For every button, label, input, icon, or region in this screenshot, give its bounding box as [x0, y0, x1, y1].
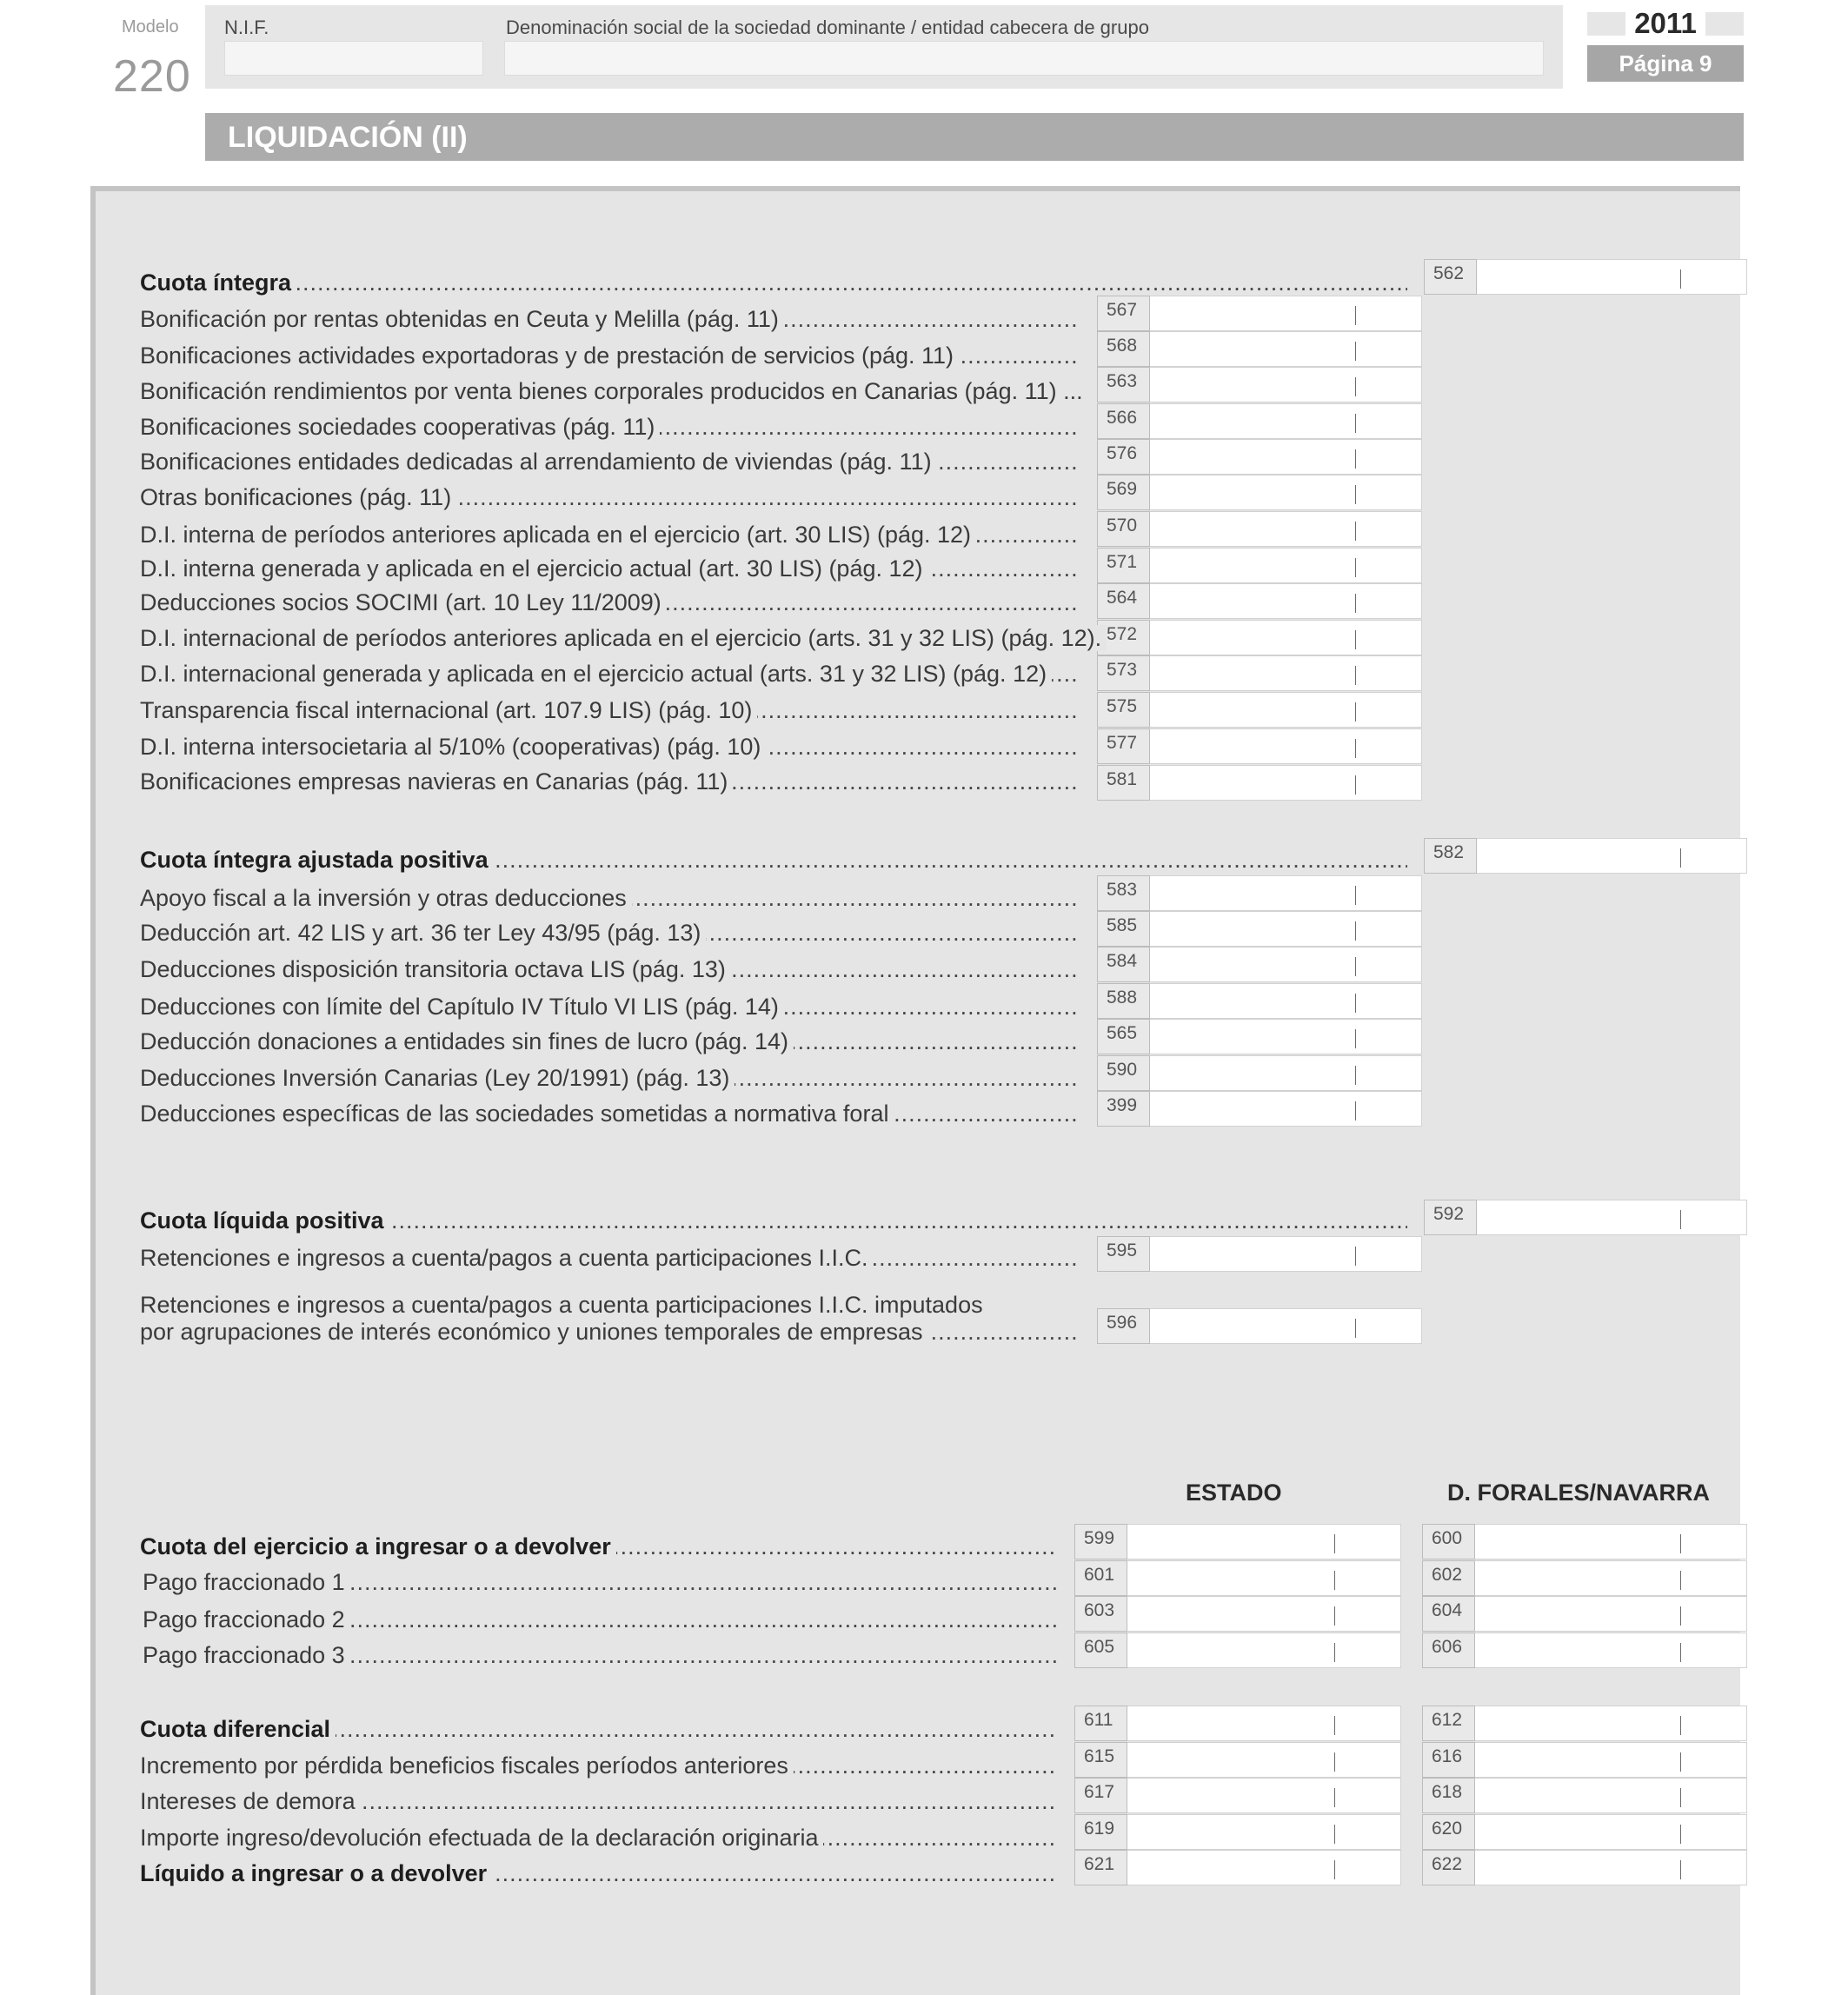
field-585[interactable] [1097, 911, 1422, 947]
code-590: 590 [1097, 1055, 1150, 1091]
row-label-565: Deducción donaciones a entidades sin fines de lucro (pág. 14) ..... [140, 1027, 1080, 1056]
code-399: 399 [1097, 1091, 1150, 1127]
value-622[interactable] [1475, 1850, 1747, 1885]
value-583[interactable] [1150, 875, 1422, 911]
value-595[interactable] [1150, 1236, 1422, 1272]
field-615[interactable] [1074, 1742, 1401, 1778]
code-563: 563 [1097, 367, 1150, 402]
year-bar-left [1587, 12, 1625, 36]
value-568[interactable] [1150, 331, 1422, 367]
value-582[interactable] [1477, 838, 1747, 874]
row-label-595: Retenciones e ingresos a cuenta/pagos a cuenta participaciones I.I.C. ..... [140, 1243, 1080, 1273]
row-label-566: Bonificaciones sociedades cooperativas (pág. 11) ..... [140, 412, 1080, 442]
value-602[interactable] [1475, 1560, 1747, 1596]
field-581[interactable] [1097, 765, 1422, 801]
row-label-577: D.I. interna intersocietaria al 5/10% (cooperativas) (pág. 10) ..... [140, 732, 1080, 761]
field-618[interactable] [1422, 1778, 1747, 1813]
row-label-564: Deducciones socios SOCIMI (art. 10 Ley 11/2009) ..... [140, 588, 1080, 617]
value-565[interactable] [1150, 1019, 1422, 1054]
row-label-581: Bonificaciones empresas navieras en Canarias (pág. 11) ..... [140, 767, 1080, 796]
field-584[interactable] [1097, 947, 1422, 982]
field-570[interactable] [1097, 511, 1422, 547]
code-620: 620 [1422, 1814, 1475, 1850]
row-label-570: D.I. interna de períodos anteriores aplicada en el ejercicio (art. 30 LIS) (pág. 12) ..... [140, 520, 1080, 549]
row-label-617: Intereses de demora ..... [140, 1786, 1058, 1816]
value-566[interactable] [1150, 403, 1422, 439]
field-592[interactable] [1424, 1200, 1747, 1235]
field-602[interactable] [1422, 1560, 1747, 1596]
modelo-label: Modelo [122, 17, 179, 37]
field-577[interactable] [1097, 728, 1422, 764]
row-label-611: Cuota diferencial ..... [140, 1714, 1058, 1744]
row-label-572: D.I. internacional de períodos anteriores aplicada en el ejercicio (arts. 31 y 32 LIS) (pág. 12). [140, 623, 1080, 653]
value-619[interactable] [1127, 1814, 1401, 1850]
column-header-estado: ESTADO [1186, 1480, 1282, 1506]
row-label-603: Pago fraccionado 2 ..... [143, 1605, 1058, 1634]
code-583: 583 [1097, 875, 1150, 911]
code-572: 572 [1097, 620, 1150, 655]
row-label-575: Transparencia fiscal internacional (art. 107.9 LIS) (pág. 10) ..... [140, 695, 1080, 725]
row-label-583: Apoyo fiscal a la inversión y otras deducciones ..... [140, 883, 1080, 913]
field-603[interactable] [1074, 1596, 1401, 1632]
field-595[interactable] [1097, 1236, 1422, 1272]
row-label-584: Deducciones disposición transitoria octava LIS (pág. 13) ..... [140, 954, 1080, 984]
field-619[interactable] [1074, 1814, 1401, 1850]
row-label-592: Cuota líquida positiva ..... [140, 1206, 1407, 1235]
section-title: LIQUIDACIÓN (II) [228, 121, 468, 154]
row-label-562: Cuota íntegra ..... [140, 268, 1407, 297]
row-label-568: Bonificaciones actividades exportadoras y de prestación de servicios (pág. 11) ..... [140, 341, 1080, 370]
field-573[interactable] [1097, 655, 1422, 691]
code-616: 616 [1422, 1742, 1475, 1778]
code-605: 605 [1074, 1633, 1127, 1668]
field-565[interactable] [1097, 1019, 1422, 1054]
code-562: 562 [1424, 259, 1477, 295]
row-label-601: Pago fraccionado 1 ..... [143, 1567, 1058, 1597]
field-399[interactable] [1097, 1091, 1422, 1127]
value-563[interactable] [1150, 367, 1422, 402]
nif-field[interactable] [224, 41, 483, 76]
value-399[interactable] [1150, 1091, 1422, 1127]
code-619: 619 [1074, 1814, 1127, 1850]
year: 2011 [1634, 7, 1697, 39]
field-599[interactable] [1074, 1524, 1401, 1559]
row-label-605: Pago fraccionado 3 ..... [143, 1640, 1058, 1670]
value-592[interactable] [1477, 1200, 1747, 1235]
value-601[interactable] [1127, 1560, 1401, 1596]
value-585[interactable] [1150, 911, 1422, 947]
code-617: 617 [1074, 1778, 1127, 1813]
code-567: 567 [1097, 296, 1150, 331]
row-label-563: Bonificación rendimientos por venta bienes corporales producidos en Canarias (pág. 11) ... [140, 376, 1080, 406]
value-618[interactable] [1475, 1778, 1747, 1813]
code-588: 588 [1097, 983, 1150, 1019]
field-622[interactable] [1422, 1850, 1747, 1885]
code-603: 603 [1074, 1596, 1127, 1632]
field-568[interactable] [1097, 331, 1422, 367]
value-567[interactable] [1150, 296, 1422, 331]
row-label-567: Bonificación por rentas obtenidas en Ceuta y Melilla (pág. 11) ..... [140, 304, 1080, 334]
value-573[interactable] [1150, 655, 1422, 691]
denominacion-label: Denominación social de la sociedad dominante / entidad cabecera de grupo [506, 17, 1149, 38]
code-615: 615 [1074, 1742, 1127, 1778]
field-563[interactable] [1097, 367, 1422, 402]
row-label-596-line1: Retenciones e ingresos a cuenta/pagos a cuenta participaciones I.I.C. imputados [140, 1290, 1080, 1320]
value-576[interactable] [1150, 439, 1422, 475]
year-bar-right [1705, 12, 1744, 36]
row-label-588: Deducciones con límite del Capítulo IV Título VI LIS (pág. 14) ..... [140, 992, 1080, 1021]
code-621: 621 [1074, 1850, 1127, 1885]
field-569[interactable] [1097, 475, 1422, 510]
row-label-615: Incremento por pérdida beneficios fiscales períodos anteriores ..... [140, 1751, 1058, 1780]
field-588[interactable] [1097, 983, 1422, 1019]
code-611: 611 [1074, 1706, 1127, 1741]
code-602: 602 [1422, 1560, 1475, 1596]
value-570[interactable] [1150, 511, 1422, 547]
value-584[interactable] [1150, 947, 1422, 982]
field-566[interactable] [1097, 403, 1422, 439]
value-616[interactable] [1475, 1742, 1747, 1778]
row-label-619: Importe ingreso/devolución efectuada de la declaración originaria ..... [140, 1823, 1058, 1852]
code-565: 565 [1097, 1019, 1150, 1054]
row-label-582: Cuota íntegra ajustada positiva ..... [140, 845, 1407, 874]
value-605[interactable] [1127, 1633, 1401, 1668]
row-label-596-line2: por agrupaciones de interés económico y uniones temporales de empresas ..... [140, 1317, 1080, 1347]
value-603[interactable] [1127, 1596, 1401, 1632]
field-601[interactable] [1074, 1560, 1401, 1596]
code-582: 582 [1424, 838, 1477, 874]
value-581[interactable] [1150, 765, 1422, 801]
code-570: 570 [1097, 511, 1150, 547]
row-label-590: Deducciones Inversión Canarias (Ley 20/1991) (pág. 13) ..... [140, 1063, 1080, 1093]
field-562[interactable] [1424, 259, 1747, 295]
code-564: 564 [1097, 583, 1150, 619]
code-600: 600 [1422, 1524, 1475, 1559]
value-600[interactable] [1475, 1524, 1747, 1559]
field-604[interactable] [1422, 1596, 1747, 1632]
field-605[interactable] [1074, 1633, 1401, 1668]
row-label-399: Deducciones específicas de las sociedades sometidas a normativa foral ..... [140, 1099, 1080, 1128]
value-577[interactable] [1150, 728, 1422, 764]
row-label-576: Bonificaciones entidades dedicadas al arrendamiento de viviendas (pág. 11) ..... [140, 447, 1080, 476]
row-label-621: Líquido a ingresar o a devolver ..... [140, 1859, 1058, 1888]
field-621[interactable] [1074, 1850, 1401, 1885]
value-620[interactable] [1475, 1814, 1747, 1850]
value-569[interactable] [1150, 475, 1422, 510]
field-571[interactable] [1097, 548, 1422, 583]
denominacion-field[interactable] [504, 41, 1544, 76]
field-600[interactable] [1422, 1524, 1747, 1559]
field-617[interactable] [1074, 1778, 1401, 1813]
code-571: 571 [1097, 548, 1150, 583]
code-585: 585 [1097, 911, 1150, 947]
value-572[interactable] [1150, 620, 1422, 655]
value-606[interactable] [1475, 1633, 1747, 1668]
value-612[interactable] [1475, 1706, 1747, 1741]
value-615[interactable] [1127, 1742, 1401, 1778]
column-header-forales: D. FORALES/NAVARRA [1447, 1480, 1710, 1506]
code-595: 595 [1097, 1236, 1150, 1272]
value-588[interactable] [1150, 983, 1422, 1019]
field-564[interactable] [1097, 583, 1422, 619]
code-569: 569 [1097, 475, 1150, 510]
field-567[interactable] [1097, 296, 1422, 331]
code-622: 622 [1422, 1850, 1475, 1885]
field-582[interactable] [1424, 838, 1747, 874]
row-label-571: D.I. interna generada y aplicada en el ejercicio actual (art. 30 LIS) (pág. 12) ..... [140, 554, 1080, 583]
field-583[interactable] [1097, 875, 1422, 911]
field-612[interactable] [1422, 1706, 1747, 1741]
field-611[interactable] [1074, 1706, 1401, 1741]
code-576: 576 [1097, 439, 1150, 475]
code-596: 596 [1097, 1308, 1150, 1344]
code-592: 592 [1424, 1200, 1477, 1235]
modelo-number: 220 [113, 51, 191, 102]
value-604[interactable] [1475, 1596, 1747, 1632]
code-606: 606 [1422, 1633, 1475, 1668]
value-617[interactable] [1127, 1778, 1401, 1813]
field-575[interactable] [1097, 692, 1422, 728]
code-566: 566 [1097, 403, 1150, 439]
field-590[interactable] [1097, 1055, 1422, 1091]
value-564[interactable] [1150, 583, 1422, 619]
value-575[interactable] [1150, 692, 1422, 728]
row-label-599: Cuota del ejercicio a ingresar o a devolver ..... [140, 1532, 1058, 1561]
code-612: 612 [1422, 1706, 1475, 1741]
row-label-573: D.I. internacional generada y aplicada en el ejercicio actual (arts. 31 y 32 LIS) (pág. 12) ..... [140, 659, 1080, 688]
value-571[interactable] [1150, 548, 1422, 583]
field-576[interactable] [1097, 439, 1422, 475]
code-584: 584 [1097, 947, 1150, 982]
value-590[interactable] [1150, 1055, 1422, 1091]
value-621[interactable] [1127, 1850, 1401, 1885]
field-616[interactable] [1422, 1742, 1747, 1778]
value-596[interactable] [1150, 1308, 1422, 1344]
row-label-569: Otras bonificaciones (pág. 11) ..... [140, 482, 1080, 512]
code-573: 573 [1097, 655, 1150, 691]
code-601: 601 [1074, 1560, 1127, 1596]
field-572[interactable] [1097, 620, 1422, 655]
nif-label: N.I.F. [224, 17, 269, 38]
field-620[interactable] [1422, 1814, 1747, 1850]
value-562[interactable] [1477, 259, 1747, 295]
field-606[interactable] [1422, 1633, 1747, 1668]
code-568: 568 [1097, 331, 1150, 367]
code-618: 618 [1422, 1778, 1475, 1813]
value-599[interactable] [1127, 1524, 1401, 1559]
code-581: 581 [1097, 765, 1150, 801]
code-604: 604 [1422, 1596, 1475, 1632]
row-label-585: Deducción art. 42 LIS y art. 36 ter Ley 43/95 (pág. 13) ..... [140, 918, 1080, 948]
page-badge: Página 9 [1587, 45, 1744, 82]
code-599: 599 [1074, 1524, 1127, 1559]
field-596[interactable] [1097, 1308, 1422, 1344]
code-577: 577 [1097, 728, 1150, 764]
value-611[interactable] [1127, 1706, 1401, 1741]
code-575: 575 [1097, 692, 1150, 728]
